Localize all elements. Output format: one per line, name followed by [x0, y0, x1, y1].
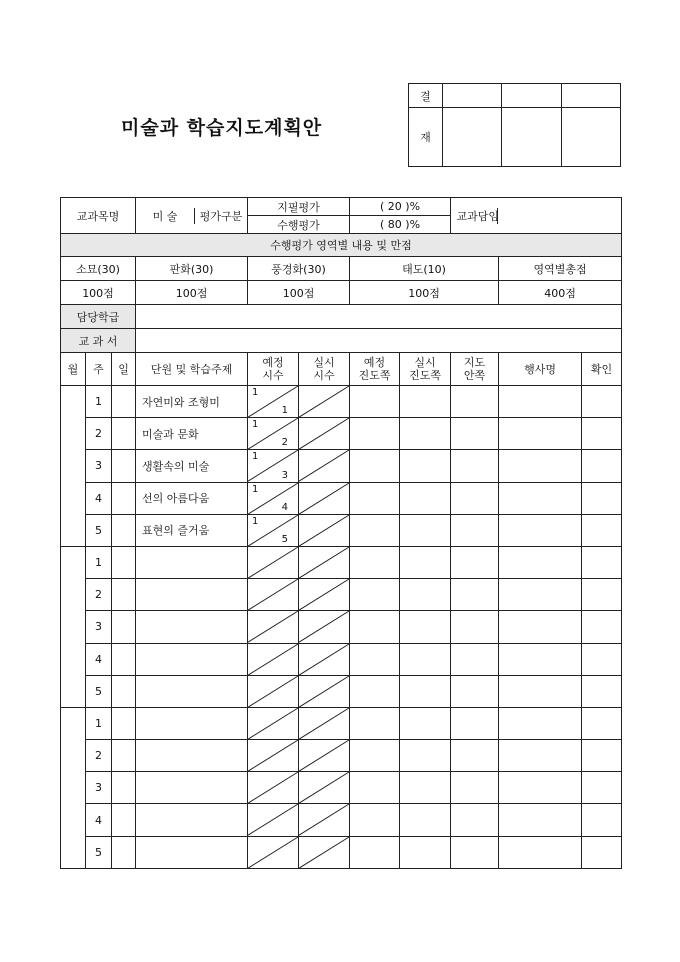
actual-hours-cell[interactable]	[299, 514, 350, 546]
diagonal-line	[299, 837, 349, 868]
table-row	[61, 611, 622, 643]
event-cell[interactable]	[499, 579, 582, 611]
planned-hours-top: 1	[252, 515, 259, 527]
header-line: 예정	[363, 356, 386, 369]
class-label: 담당학급	[61, 305, 136, 329]
guidance-cell[interactable]	[451, 482, 499, 514]
planned-hours-top: 1	[252, 483, 259, 495]
teacher-label: 교과담임	[456, 209, 500, 223]
event-cell[interactable]	[499, 611, 582, 643]
day-cell[interactable]	[112, 579, 136, 611]
guidance-cell[interactable]	[451, 772, 499, 804]
planned-progress-cell[interactable]	[350, 804, 400, 836]
event-cell[interactable]	[499, 707, 582, 739]
diagonal-line	[299, 579, 349, 610]
week-cell: 1	[86, 546, 112, 578]
planned-hours-bottom: 2	[281, 437, 289, 449]
confirm-cell[interactable]	[582, 579, 622, 611]
actual-progress-cell[interactable]	[400, 514, 451, 546]
table-row	[61, 740, 622, 772]
unit-cell[interactable]	[136, 804, 248, 836]
diagonal-line	[299, 418, 349, 449]
week-cell: 4	[86, 643, 112, 675]
event-cell[interactable]	[499, 740, 582, 772]
diagonal-line	[248, 547, 298, 578]
actual-hours-cell[interactable]	[299, 772, 350, 804]
day-cell[interactable]	[112, 450, 136, 482]
confirm-cell[interactable]	[582, 418, 622, 450]
performance-section-title: 수행평가 영역별 내용 및 만점	[61, 234, 622, 257]
day-cell[interactable]	[112, 804, 136, 836]
diagonal-line	[248, 740, 298, 771]
table-row	[61, 579, 622, 611]
approval-label-bottom: 재	[409, 108, 443, 167]
planned-hours-cell[interactable]	[248, 707, 299, 739]
header-line: 안쪽	[463, 369, 486, 382]
subject-cell	[136, 198, 248, 234]
diagonal-line	[299, 740, 349, 771]
planned-hours-bottom: 1	[281, 405, 289, 417]
month-cell[interactable]	[61, 707, 86, 868]
unit-cell[interactable]	[136, 611, 248, 643]
confirm-cell[interactable]	[582, 804, 622, 836]
guidance-cell[interactable]	[451, 804, 499, 836]
table-row	[61, 546, 622, 578]
diagonal-line	[248, 579, 298, 610]
event-cell[interactable]	[499, 643, 582, 675]
header-unit: 단원 및 학습주제	[136, 353, 248, 386]
actual-progress-cell[interactable]	[400, 772, 451, 804]
actual-progress-cell[interactable]	[400, 675, 451, 707]
area-name: 풍경화(30)	[248, 257, 350, 281]
actual-hours-cell[interactable]	[299, 450, 350, 482]
area-name: 영역별총점	[499, 257, 622, 281]
textbook-label: 교 과 서	[61, 329, 136, 353]
week-cell: 5	[86, 514, 112, 546]
month-cell[interactable]	[61, 546, 86, 707]
actual-progress-cell[interactable]	[400, 386, 451, 418]
schedule-body	[61, 386, 622, 869]
month-cell[interactable]	[61, 386, 86, 547]
day-cell[interactable]	[112, 418, 136, 450]
diagonal-line	[248, 804, 298, 835]
planned-hours-cell[interactable]	[248, 579, 299, 611]
unit-cell[interactable]	[136, 579, 248, 611]
actual-progress-cell[interactable]	[400, 643, 451, 675]
day-cell[interactable]	[112, 772, 136, 804]
table-row	[61, 836, 622, 868]
unit-cell[interactable]	[136, 546, 248, 578]
day-cell[interactable]	[112, 386, 136, 418]
header-line: 예정	[262, 356, 284, 369]
unit-cell[interactable]	[136, 707, 248, 739]
actual-progress-cell[interactable]	[400, 579, 451, 611]
approval-header-cell[interactable]	[561, 84, 620, 108]
actual-progress-cell[interactable]	[400, 482, 451, 514]
planned-progress-cell[interactable]	[350, 707, 400, 739]
actual-hours-cell[interactable]	[299, 482, 350, 514]
event-cell[interactable]	[499, 418, 582, 450]
diagonal-line	[248, 644, 298, 675]
confirm-cell[interactable]	[582, 836, 622, 868]
area-score[interactable]: 100점	[61, 281, 136, 305]
teacher-cell	[456, 198, 622, 234]
actual-hours-cell[interactable]	[299, 804, 350, 836]
header-actual-hours	[299, 353, 350, 386]
diagonal-line	[299, 515, 349, 546]
performance-eval-value[interactable]: ( 80 )%	[350, 216, 451, 234]
confirm-cell[interactable]	[582, 707, 622, 739]
header-line: 진도쪽	[409, 369, 441, 382]
diagonal-line	[248, 676, 298, 707]
plan-table	[60, 197, 622, 869]
header-line: 실시	[414, 356, 436, 369]
confirm-cell[interactable]	[582, 546, 622, 578]
planned-progress-cell[interactable]	[350, 386, 400, 418]
diagonal-line	[299, 611, 349, 642]
actual-progress-cell[interactable]	[400, 740, 451, 772]
planned-hours-cell[interactable]	[248, 675, 299, 707]
planned-hours-cell[interactable]	[248, 836, 299, 868]
table-row	[61, 418, 622, 450]
approval-sign-cell[interactable]	[502, 108, 561, 167]
diagonal-line	[299, 644, 349, 675]
table-row	[61, 772, 622, 804]
table-row	[61, 514, 622, 546]
header-event: 행사명	[499, 353, 582, 386]
unit-cell[interactable]: 선의 아름다움	[136, 482, 248, 514]
confirm-cell[interactable]	[582, 482, 622, 514]
unit-cell[interactable]	[136, 643, 248, 675]
planned-hours-cell[interactable]	[248, 740, 299, 772]
event-cell[interactable]	[499, 450, 582, 482]
week-cell: 3	[86, 772, 112, 804]
approval-sign-cell[interactable]	[443, 108, 502, 167]
actual-hours-cell[interactable]	[299, 740, 350, 772]
written-eval-value[interactable]: ( 20 )%	[350, 198, 451, 216]
actual-hours-cell[interactable]	[299, 611, 350, 643]
event-cell[interactable]	[499, 675, 582, 707]
diagonal-line	[299, 386, 349, 417]
class-value[interactable]	[136, 305, 622, 329]
confirm-cell[interactable]	[582, 675, 622, 707]
guidance-cell[interactable]	[451, 546, 499, 578]
actual-hours-cell[interactable]	[299, 546, 350, 578]
table-row	[61, 386, 622, 418]
confirm-cell[interactable]	[582, 386, 622, 418]
day-cell[interactable]	[112, 611, 136, 643]
actual-progress-cell[interactable]	[400, 418, 451, 450]
planned-hours-cell[interactable]	[248, 482, 299, 514]
header-line: 시수	[313, 369, 335, 382]
week-cell: 2	[86, 579, 112, 611]
teacher-value[interactable]	[497, 208, 622, 224]
actual-hours-cell[interactable]	[299, 579, 350, 611]
planned-progress-cell[interactable]	[350, 514, 400, 546]
confirm-cell[interactable]	[582, 740, 622, 772]
area-name: 판화(30)	[136, 257, 248, 281]
unit-cell[interactable]: 표현의 즐거움	[136, 514, 248, 546]
planned-progress-cell[interactable]	[350, 740, 400, 772]
actual-hours-cell[interactable]	[299, 707, 350, 739]
planned-hours-cell[interactable]	[248, 772, 299, 804]
header-line: 진도쪽	[358, 369, 391, 382]
planned-hours-top: 1	[252, 451, 259, 463]
week-cell: 3	[86, 611, 112, 643]
actual-hours-cell[interactable]	[299, 643, 350, 675]
actual-hours-cell[interactable]	[299, 418, 350, 450]
diagonal-line	[299, 708, 349, 739]
actual-progress-cell[interactable]	[400, 836, 451, 868]
approval-header-cell[interactable]	[502, 84, 561, 108]
diagonal-line	[248, 611, 298, 642]
week-cell: 5	[86, 836, 112, 868]
event-cell[interactable]	[499, 804, 582, 836]
week-cell: 4	[86, 804, 112, 836]
actual-hours-cell[interactable]	[299, 836, 350, 868]
actual-hours-cell[interactable]	[299, 386, 350, 418]
diagonal-line	[299, 483, 349, 514]
guidance-cell[interactable]	[451, 611, 499, 643]
planned-hours-cell[interactable]	[248, 386, 299, 418]
planned-progress-cell[interactable]	[350, 772, 400, 804]
diagonal-line	[248, 708, 298, 739]
week-cell: 5	[86, 675, 112, 707]
event-cell[interactable]	[499, 772, 582, 804]
area-score[interactable]: 100점	[350, 281, 499, 305]
header-day: 일	[112, 353, 136, 386]
planned-progress-cell[interactable]	[350, 450, 400, 482]
diagonal-line	[299, 676, 349, 707]
area-name: 소묘(30)	[61, 257, 136, 281]
eval-type-label: 평가구분	[194, 208, 247, 224]
planned-hours-cell[interactable]	[248, 514, 299, 546]
table-row	[61, 450, 622, 482]
unit-cell[interactable]	[136, 836, 248, 868]
actual-progress-cell[interactable]	[400, 804, 451, 836]
day-cell[interactable]	[112, 514, 136, 546]
approval-header-cell[interactable]	[443, 84, 502, 108]
event-cell[interactable]	[499, 836, 582, 868]
header-month: 월	[61, 353, 86, 386]
guidance-cell[interactable]	[451, 579, 499, 611]
performance-eval-label: 수행평가	[248, 216, 350, 234]
table-row	[61, 707, 622, 739]
unit-cell[interactable]	[136, 740, 248, 772]
confirm-cell[interactable]	[582, 450, 622, 482]
actual-hours-cell[interactable]	[299, 675, 350, 707]
day-cell[interactable]	[112, 707, 136, 739]
day-cell[interactable]	[112, 836, 136, 868]
planned-progress-cell[interactable]	[350, 482, 400, 514]
area-score[interactable]: 400점	[499, 281, 622, 305]
planned-progress-cell[interactable]	[350, 579, 400, 611]
planned-progress-cell[interactable]	[350, 675, 400, 707]
page-title: 미술과 학습지도계획안	[121, 117, 323, 139]
planned-progress-cell[interactable]	[350, 643, 400, 675]
week-cell: 1	[86, 386, 112, 418]
table-row	[61, 675, 622, 707]
day-cell[interactable]	[112, 740, 136, 772]
planned-hours-cell[interactable]	[248, 418, 299, 450]
diagonal-line	[299, 547, 349, 578]
table-row	[61, 804, 622, 836]
guidance-cell[interactable]	[451, 514, 499, 546]
header-week: 주	[86, 353, 112, 386]
header-actual-progress	[400, 353, 451, 386]
written-eval-label: 지필평가	[248, 198, 350, 216]
event-cell[interactable]	[499, 546, 582, 578]
table-row	[61, 482, 622, 514]
guidance-cell[interactable]	[451, 740, 499, 772]
diagonal-line	[248, 837, 298, 868]
planned-hours-cell[interactable]	[248, 611, 299, 643]
table-row	[61, 643, 622, 675]
diagonal-line	[248, 772, 298, 803]
week-cell: 1	[86, 707, 112, 739]
actual-progress-cell[interactable]	[400, 611, 451, 643]
planned-hours-bottom: 5	[281, 533, 289, 545]
area-score[interactable]: 100점	[136, 281, 248, 305]
confirm-cell[interactable]	[582, 611, 622, 643]
planned-hours-top: 1	[252, 419, 259, 431]
week-cell: 2	[86, 740, 112, 772]
area-score[interactable]: 100점	[248, 281, 350, 305]
area-name: 태도(10)	[350, 257, 499, 281]
actual-progress-cell[interactable]	[400, 707, 451, 739]
unit-cell[interactable]	[136, 772, 248, 804]
event-cell[interactable]	[499, 482, 582, 514]
unit-cell[interactable]: 미술과 문화	[136, 418, 248, 450]
day-cell[interactable]	[112, 482, 136, 514]
week-cell: 2	[86, 418, 112, 450]
unit-cell[interactable]: 자연미와 조형미	[136, 386, 248, 418]
day-cell[interactable]	[112, 643, 136, 675]
header-guidance	[451, 353, 499, 386]
planned-progress-cell[interactable]	[350, 418, 400, 450]
day-cell[interactable]	[112, 675, 136, 707]
actual-progress-cell[interactable]	[400, 546, 451, 578]
textbook-value[interactable]	[136, 329, 622, 353]
guidance-cell[interactable]	[451, 836, 499, 868]
header-line: 시수	[262, 369, 284, 382]
unit-cell[interactable]	[136, 675, 248, 707]
planned-hours-top: 1	[252, 387, 259, 398]
header-confirm: 확인	[582, 353, 622, 386]
subject-label: 교과목명	[61, 198, 136, 234]
header-planned-hours	[248, 353, 299, 386]
diagonal-line	[299, 804, 349, 835]
week-cell: 4	[86, 482, 112, 514]
event-cell[interactable]	[499, 386, 582, 418]
planned-hours-cell[interactable]	[248, 643, 299, 675]
guidance-cell[interactable]	[451, 418, 499, 450]
subject-value[interactable]: 미 술	[152, 209, 178, 223]
planned-hours-cell[interactable]	[248, 450, 299, 482]
unit-cell[interactable]: 생활속의 미술	[136, 450, 248, 482]
event-cell[interactable]	[499, 514, 582, 546]
actual-progress-cell[interactable]	[400, 450, 451, 482]
planned-hours-cell[interactable]	[248, 546, 299, 578]
approval-box	[408, 83, 621, 167]
planned-hours-bottom: 3	[281, 469, 289, 481]
confirm-cell[interactable]	[582, 514, 622, 546]
guidance-cell[interactable]	[451, 450, 499, 482]
approval-label-top: 결	[409, 84, 443, 108]
diagonal-line	[299, 450, 349, 481]
week-cell: 3	[86, 450, 112, 482]
guidance-cell[interactable]	[451, 707, 499, 739]
guidance-cell[interactable]	[451, 675, 499, 707]
approval-sign-cell[interactable]	[561, 108, 620, 167]
planned-progress-cell[interactable]	[350, 611, 400, 643]
header-line: 지도	[463, 356, 486, 369]
guidance-cell[interactable]	[451, 643, 499, 675]
confirm-cell[interactable]	[582, 643, 622, 675]
planned-progress-cell[interactable]	[350, 836, 400, 868]
planned-progress-cell[interactable]	[350, 546, 400, 578]
planned-hours-cell[interactable]	[248, 804, 299, 836]
confirm-cell[interactable]	[582, 772, 622, 804]
guidance-cell[interactable]	[451, 386, 499, 418]
diagonal-line	[299, 772, 349, 803]
header-planned-progress	[350, 353, 400, 386]
planned-hours-bottom: 4	[281, 501, 289, 513]
header-line: 실시	[313, 356, 335, 369]
day-cell[interactable]	[112, 546, 136, 578]
